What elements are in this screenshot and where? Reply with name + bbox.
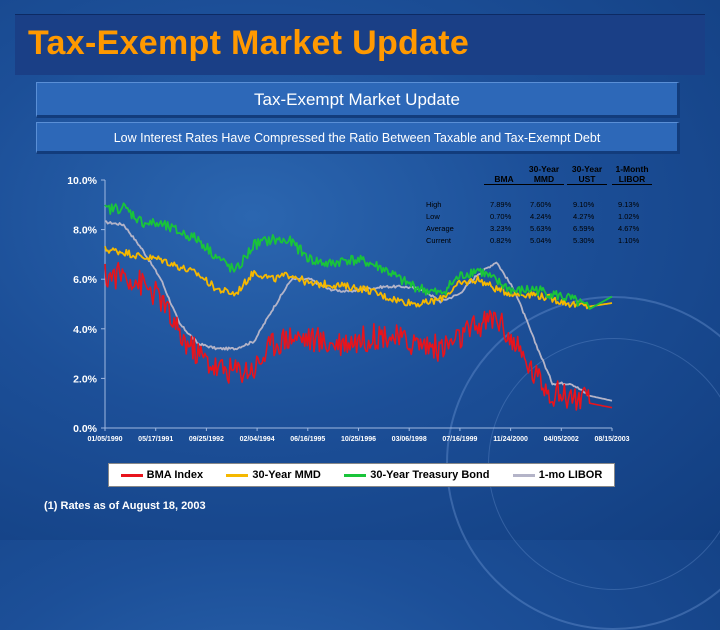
stats-header-1 <box>524 164 564 185</box>
stats-row-label: High <box>426 200 442 209</box>
stats-cell: 6.59% <box>573 224 595 233</box>
stats-header-line: 1-Month <box>615 164 649 174</box>
legend-swatch <box>121 474 143 477</box>
x-tick-label: 02/04/1994 <box>239 436 275 443</box>
x-tick-label: 06/16/1995 <box>290 436 326 443</box>
legend-swatch <box>226 474 248 477</box>
stats-header-line: 30-Year <box>528 164 560 174</box>
stats-header-line: LIBOR <box>618 174 646 184</box>
stats-row-label: Low <box>426 212 440 221</box>
stats-header-line <box>484 164 524 174</box>
stats-cell: 0.82% <box>490 236 512 245</box>
stats-cell: 0.70% <box>490 212 512 221</box>
stats-cell: 1.02% <box>618 212 640 221</box>
x-tick-label: 11/24/2000 <box>493 436 528 443</box>
legend-label: BMA Index <box>146 469 204 481</box>
legend-item-bma <box>121 469 203 481</box>
y-tick-label: 2.0% <box>73 373 97 386</box>
legend-label: 30-Year Treasury Bond <box>370 469 490 481</box>
legend-label: 1-mo LIBOR <box>538 469 603 481</box>
y-tick-label: 8.0% <box>73 224 97 237</box>
legend-item-mmd <box>226 469 320 481</box>
stats-row <box>418 236 664 248</box>
page-title: Tax-Exempt Market Update <box>28 24 470 62</box>
stats-row <box>418 212 664 224</box>
legend-label: 30-Year MMD <box>252 469 321 481</box>
x-tick-label: 10/25/1996 <box>340 436 377 443</box>
stats-header-line: MMD <box>533 174 555 184</box>
footnote: (1) Rates as of August 18, 2003 <box>44 500 206 512</box>
stats-cell: 4.67% <box>618 224 640 233</box>
x-tick-label: 01/05/1990 <box>87 436 123 443</box>
stats-cell: 5.30% <box>573 236 595 245</box>
stats-cell: 9.13% <box>618 200 640 209</box>
y-tick-label: 4.0% <box>73 323 97 336</box>
stats-table-header <box>418 162 664 190</box>
stats-cell: 4.24% <box>530 212 552 221</box>
x-tick-label: 08/15/2003 <box>594 436 630 443</box>
stats-cell: 4.27% <box>573 212 595 221</box>
y-tick-label: 10.0% <box>67 175 97 187</box>
x-tick-label: 07/16/1999 <box>442 436 478 443</box>
legend-swatch <box>344 474 366 477</box>
x-tick-label: 04/05/2002 <box>543 436 579 443</box>
series-line-bma <box>105 263 612 410</box>
stats-cell: 7.60% <box>530 200 552 209</box>
stats-header-line: UST <box>578 174 596 184</box>
stats-row <box>418 224 664 236</box>
banner-title: Tax-Exempt Market Update <box>36 82 680 118</box>
stats-cell: 3.23% <box>490 224 512 233</box>
series-line-mmd <box>105 246 612 308</box>
stats-cell: 5.63% <box>530 224 552 233</box>
stats-header-2 <box>567 164 607 185</box>
stats-cell: 5.04% <box>530 236 552 245</box>
y-tick-label: 6.0% <box>73 274 97 287</box>
stats-header-3 <box>612 164 652 185</box>
x-tick-label: 03/06/1998 <box>391 436 427 443</box>
stats-cell: 7.89% <box>490 200 512 209</box>
legend-swatch <box>513 474 535 477</box>
stats-cell: 9.10% <box>573 200 595 209</box>
legend-item-ust <box>344 469 489 481</box>
stats-header-line: BMA <box>494 174 514 184</box>
stats-cell: 1.10% <box>618 236 640 245</box>
stats-header-0 <box>484 164 524 185</box>
chart-legend <box>108 463 615 487</box>
stats-row <box>418 200 664 212</box>
series-line-libor <box>105 221 612 401</box>
legend-item-libor <box>513 469 603 481</box>
stats-row-label: Average <box>426 224 454 233</box>
y-tick-label: 0.0% <box>73 423 97 435</box>
x-tick-label: 05/17/1991 <box>138 436 174 443</box>
banner-subtitle: Low Interest Rates Have Compressed the Ratio Between Taxable and Tax-Exempt Debt <box>36 122 680 154</box>
stats-header-line: 30-Year <box>571 164 603 174</box>
x-tick-label: 09/25/1992 <box>188 436 224 443</box>
stats-row-label: Current <box>426 236 452 245</box>
